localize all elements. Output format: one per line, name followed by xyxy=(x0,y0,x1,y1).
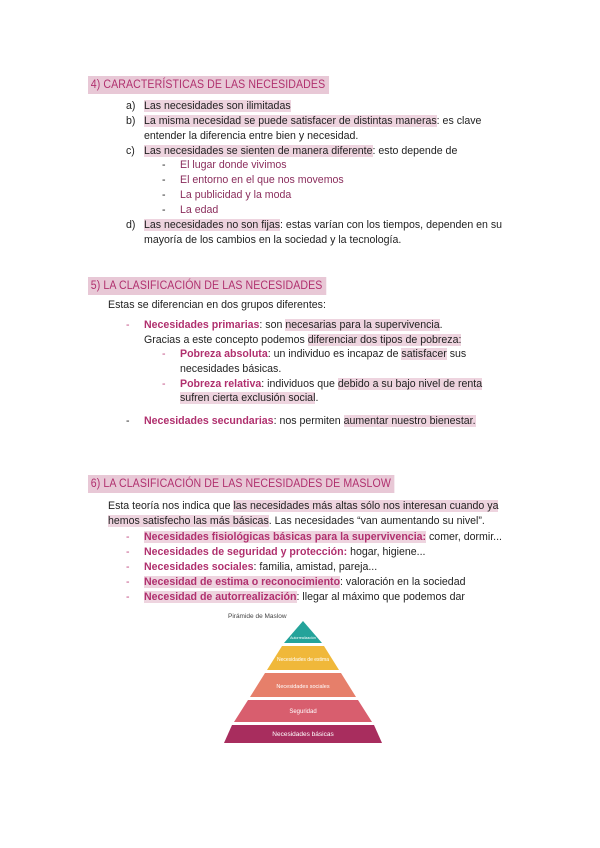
absolute-poverty-label: Pobreza absoluta xyxy=(180,348,268,360)
relative-poverty-line2-text: sufren cierta exclusión social xyxy=(180,392,316,404)
pyramid-label-3: Necesidades sociales xyxy=(276,684,330,690)
absolute-poverty-line2: necesidades básicas. xyxy=(180,363,282,375)
item-c-sub-2: El entorno en el que nos movemos xyxy=(180,174,344,186)
secondary-needs-mid: : nos permiten xyxy=(273,415,344,427)
absolute-poverty-highlight: satisfacer xyxy=(401,348,447,360)
list-marker-b: b) xyxy=(126,115,136,127)
item-d-rest: : estas varían con los tiempos, dependen en su xyxy=(280,219,503,231)
pyramid-label-1: Autorrealización xyxy=(290,636,316,640)
maslow-intro-rest: . Las necesidades “van aumentando su nivel”. xyxy=(268,515,485,527)
maslow-item-2-text: hogar, higiene... xyxy=(347,546,426,558)
dash-marker: - xyxy=(162,174,166,186)
maslow-item-1-text: comer, dormir... xyxy=(426,531,503,543)
maslow-item-5 xyxy=(144,590,465,604)
section-5-heading: 5) LA CLASIFICACIÓN DE LAS NECESIDADES xyxy=(88,277,326,295)
maslow-item-4 xyxy=(144,575,466,589)
item-c-sub-1: El lugar donde vivimos xyxy=(180,159,287,171)
primary-needs-label: Necesidades primarias xyxy=(144,319,260,331)
item-c-sub-4: La edad xyxy=(180,204,219,216)
maslow-intro-highlight-2: hemos satisfecho las más básicas xyxy=(108,515,269,527)
maslow-item-3 xyxy=(144,560,377,574)
item-b-rest: : es clave xyxy=(436,115,482,127)
secondary-needs xyxy=(144,414,476,428)
secondary-needs-highlight: aumentar nuestro bienestar. xyxy=(343,415,476,427)
section-4-heading: 4) CARACTERÍSTICAS DE LAS NECESIDADES xyxy=(88,76,329,94)
maslow-intro-highlight-1: las necesidades más altas sólo nos interesan cuando ya xyxy=(233,500,499,512)
secondary-needs-label: Necesidades secundarias xyxy=(144,415,274,427)
maslow-item-4-label: Necesidad de estima o reconocimiento xyxy=(144,576,341,588)
dash-marker: - xyxy=(126,415,130,427)
primary-needs-highlight: necesarias para la supervivencia xyxy=(285,319,440,331)
maslow-item-3-text: : familia, amistad, pareja... xyxy=(253,561,378,573)
relative-poverty-line2: sufren cierta exclusión social. xyxy=(180,392,319,404)
list-marker-c: c) xyxy=(126,145,135,157)
poverty-intro-highlight: diferenciar dos tipos de pobreza: xyxy=(307,334,462,346)
item-d-highlight: Las necesidades no son fijas xyxy=(144,219,281,231)
dash-marker: - xyxy=(162,189,166,201)
maslow-intro xyxy=(108,499,498,513)
dash-marker: - xyxy=(162,159,166,171)
dash-marker: - xyxy=(162,378,166,390)
absolute-poverty-rest: sus xyxy=(446,348,467,360)
maslow-item-1 xyxy=(144,530,502,544)
maslow-item-2 xyxy=(144,545,425,559)
dash-marker: - xyxy=(126,319,130,331)
list-marker-a: a) xyxy=(126,100,136,112)
dash-marker: - xyxy=(126,546,130,558)
section-6-heading: 6) LA CLASIFICACIÓN DE LAS NECESIDADES DE MASLOW xyxy=(88,475,395,493)
pyramid-label-4: Seguridad xyxy=(289,709,317,715)
maslow-intro-a: Esta teoría nos indica que xyxy=(108,500,234,512)
maslow-item-4-text: : valoración en la sociedad xyxy=(340,576,466,588)
maslow-item-2-label: Necesidades de seguridad y protección: xyxy=(144,546,348,558)
maslow-item-5-text: : llegar al máximo que podemos dar xyxy=(296,591,465,603)
pyramid-title: Pirámide de Maslow xyxy=(228,613,287,620)
item-d xyxy=(144,218,502,232)
dash-marker: - xyxy=(126,591,130,603)
absolute-poverty xyxy=(180,347,466,361)
section-5-intro: Estas se diferencian en dos grupos diferentes: xyxy=(108,299,326,311)
maslow-item-3-label: Necesidades sociales xyxy=(144,561,254,573)
dash-marker: - xyxy=(126,531,130,543)
item-c-rest: : esto depende de xyxy=(372,145,458,157)
poverty-intro-text: Gracias a este concepto podemos xyxy=(144,334,308,346)
item-c xyxy=(144,144,457,158)
item-d-line2: mayoría de los cambios en la sociedad y la tecnología. xyxy=(144,234,402,246)
maslow-pyramid xyxy=(220,606,390,746)
pyramid-label-2: Necesidades de estima xyxy=(277,657,329,663)
item-c-sub-3: La publicidad y la moda xyxy=(180,189,292,201)
poverty-intro xyxy=(144,333,461,347)
pyramid-label-5: Necesidades básicas xyxy=(272,731,334,738)
dash-marker: - xyxy=(162,348,166,360)
item-a xyxy=(144,99,291,113)
relative-poverty-mid: : individuos que xyxy=(261,378,338,390)
dash-marker: - xyxy=(162,204,166,216)
primary-needs: Necesidades primarias: son necesarias para la supervivencia. xyxy=(144,319,443,331)
list-marker-d: d) xyxy=(126,219,136,231)
maslow-intro-line2 xyxy=(108,514,485,528)
item-c-highlight: Las necesidades se sienten de manera diferente xyxy=(144,145,373,157)
item-b-line2: entender la diferencia entre bien y necesidad. xyxy=(144,130,359,142)
item-b-highlight: La misma necesidad se puede satisfacer de distintas maneras xyxy=(144,115,437,127)
item-a-text: Las necesidades son ilimitadas xyxy=(144,100,291,112)
primary-needs-mid: : son xyxy=(259,319,286,331)
maslow-item-1-label: Necesidades fisiológicas básicas para la supervivencia: xyxy=(144,531,427,543)
relative-poverty xyxy=(180,377,482,391)
relative-poverty-highlight: debido a su bajo nivel de renta xyxy=(337,378,483,390)
absolute-poverty-mid: : un individuo es incapaz de xyxy=(267,348,402,360)
relative-poverty-label: Pobreza relativa xyxy=(180,378,262,390)
dash-marker: - xyxy=(126,561,130,573)
maslow-item-5-label: Necesidad de autorrealización xyxy=(144,591,297,603)
dash-marker: - xyxy=(126,576,130,588)
item-b xyxy=(144,114,481,128)
